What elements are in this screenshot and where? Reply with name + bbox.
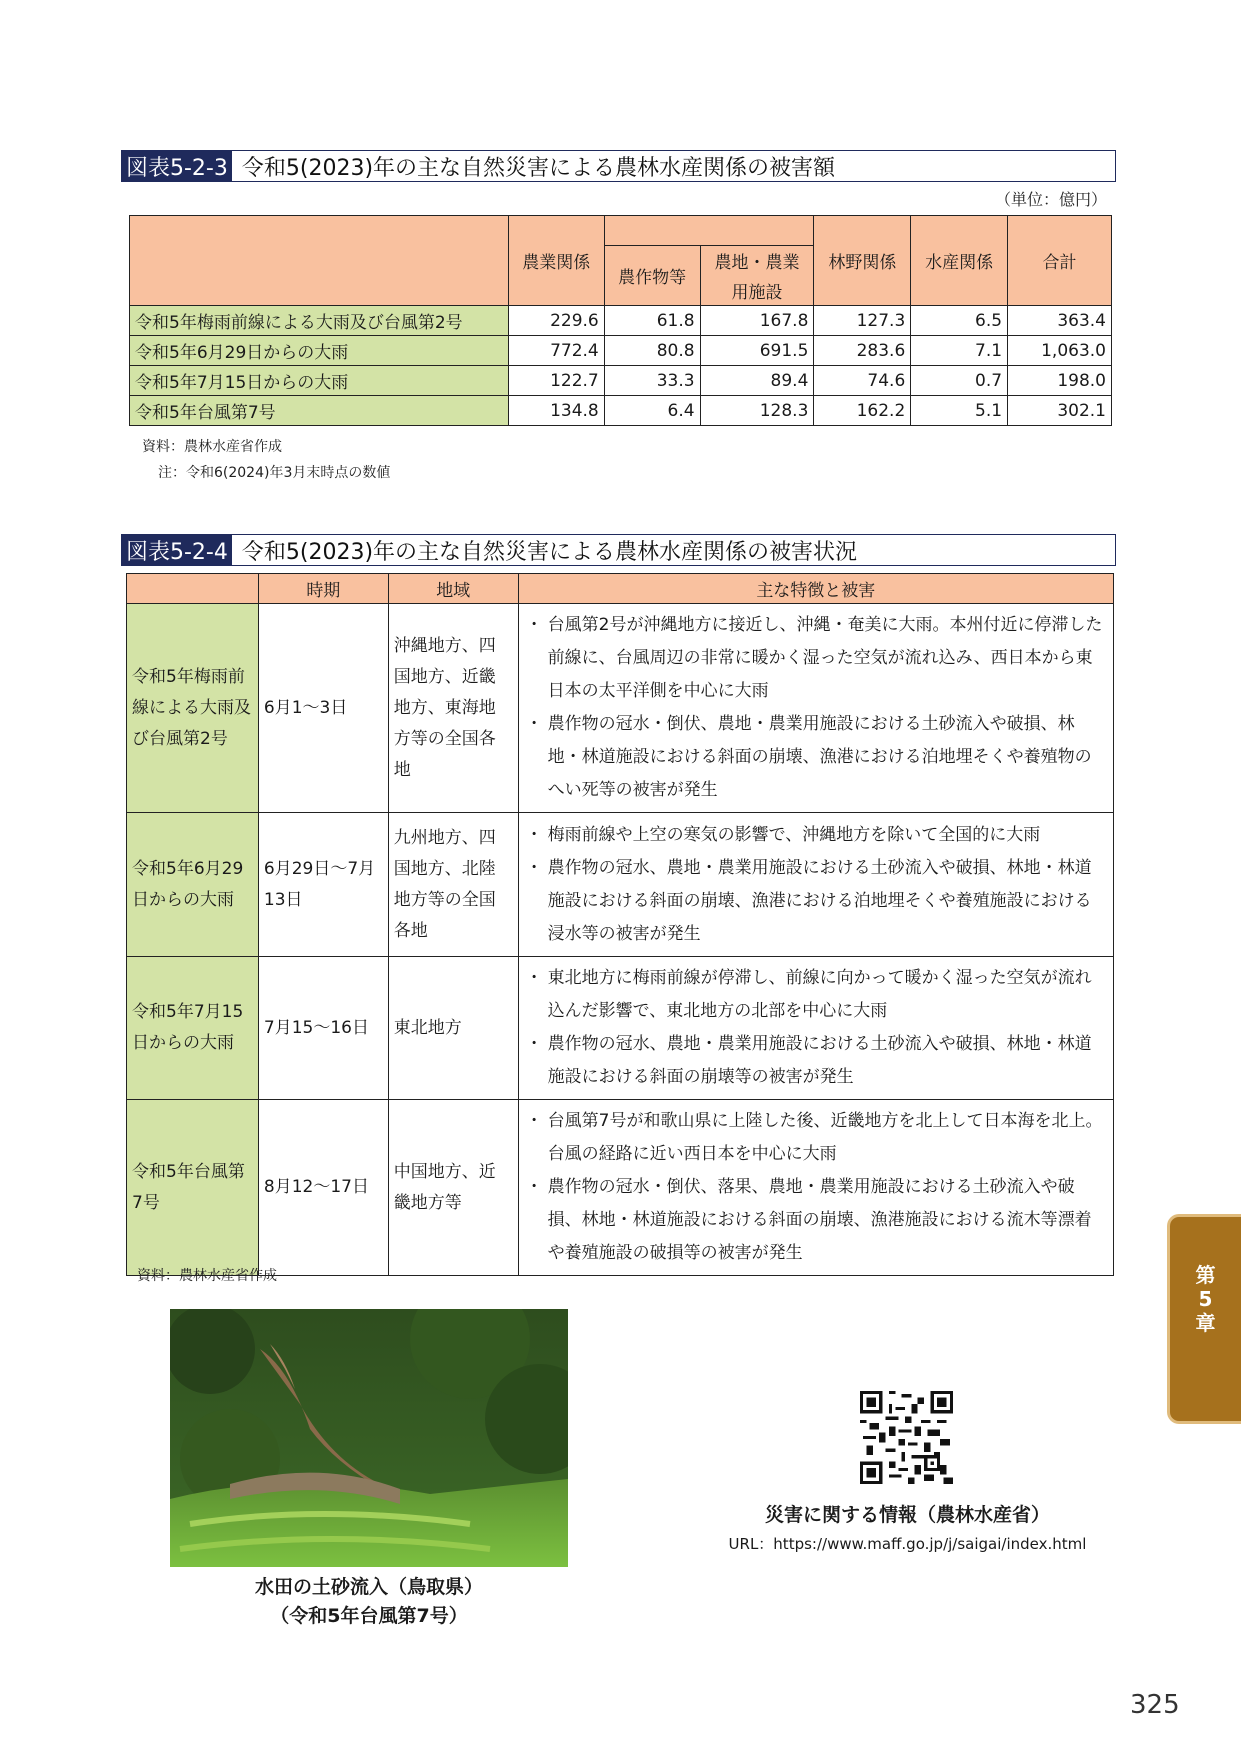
figure1-source: 資料：農林水産省作成 <box>142 439 282 455</box>
photo-caption <box>170 1573 568 1631</box>
row-region: 沖縄地方、四国地方、近畿地方、東海地方等の全国各地 <box>388 604 518 813</box>
list-item: ・ 梅雨前線や上空の寒気の影響で、沖縄地方を除いて全国的に大雨 <box>530 819 1104 852</box>
header-total: 合計 <box>1008 216 1112 306</box>
row-period: 6月29日～7月13日 <box>258 813 388 957</box>
figure1-title: 令和5(2023)年の主な自然災害による農林水産関係の被害額 <box>241 155 836 181</box>
chapter-tab-line2: 5 <box>1198 1287 1213 1311</box>
list-item: ・ 農作物の冠水・倒伏、農地・農業用施設における土砂流入や破損、林地・林道施設における斜面の崩壊、漁港における泊地埋そくや養殖物のへい死等の被害が発生 <box>530 708 1104 807</box>
list-item: ・ 農作物の冠水・倒伏、落果、農地・農業用施設における土砂流入や破損、林地・林道施設における斜面の崩壊、漁港施設における流木等漂着や養殖施設の破損等の被害が発生 <box>530 1171 1104 1270</box>
header-fish: 水産関係 <box>911 216 1008 306</box>
figure1-unit: （単位：億円） <box>994 190 1107 209</box>
figure1-title-bar <box>121 150 1116 182</box>
cell-total: 363.4 <box>1008 306 1112 336</box>
qr-title: 災害に関する情報（農林水産省） <box>764 1504 1050 1526</box>
table1-corner <box>130 216 509 306</box>
landslide-photo <box>170 1309 568 1567</box>
list-item: ・ 台風第7号が和歌山県に上陸した後、近畿地方を北上して日本海を北上。台風の経路に近い西日本を中心に大雨 <box>530 1105 1104 1171</box>
cell-crops: 6.4 <box>604 396 700 426</box>
chapter-tab <box>1167 1214 1241 1424</box>
cell-fish: 5.1 <box>911 396 1008 426</box>
cell-land: 89.4 <box>700 366 814 396</box>
row-region: 東北地方 <box>388 957 518 1100</box>
cell-total: 1,063.0 <box>1008 336 1112 366</box>
cell-fish: 0.7 <box>911 366 1008 396</box>
figure1-note: 注：令和6(2024)年3月末時点の数値 <box>158 465 391 481</box>
figure2-title: 令和5(2023)年の主な自然災害による農林水産関係の被害状況 <box>241 539 858 565</box>
figure1-label: 図表5-2-3 <box>122 151 232 181</box>
header-region: 地域 <box>388 574 518 604</box>
list-item: ・ 農作物の冠水、農地・農業用施設における土砂流入や破損、林地・林道施設における斜面の崩壊等の被害が発生 <box>530 1028 1104 1094</box>
row-name: 令和5年7月15日からの大雨 <box>127 957 259 1100</box>
table-row <box>127 957 1114 1100</box>
photo-caption-line2: （令和5年台風第7号） <box>270 1605 468 1627</box>
cell-fish: 7.1 <box>911 336 1008 366</box>
cell-crops: 80.8 <box>604 336 700 366</box>
list-item: ・ 農作物の冠水、農地・農業用施設における土砂流入や破損、林地・林道施設における斜面の崩壊、漁港における泊地埋そくや養殖施設における浸水等の被害が発生 <box>530 852 1104 951</box>
row-features <box>518 604 1113 813</box>
page-number: 325 <box>1130 1690 1180 1720</box>
figure2-source: 資料：農林水産省作成 <box>137 1268 277 1284</box>
header-features: 主な特徴と被害 <box>518 574 1113 604</box>
cell-total: 198.0 <box>1008 366 1112 396</box>
cell-agri: 134.8 <box>508 396 604 426</box>
qr-url[interactable]: URL：https://www.maff.go.jp/j/saigai/index.html <box>728 1535 1087 1553</box>
row-features <box>518 957 1113 1100</box>
header-land-line2: 用施設 <box>700 276 814 306</box>
cell-crops: 61.8 <box>604 306 700 336</box>
cell-forest: 127.3 <box>814 306 911 336</box>
header-agri-spacer <box>604 216 814 246</box>
cell-forest: 74.6 <box>814 366 911 396</box>
qr-code[interactable] <box>860 1391 953 1484</box>
chapter-tab-line3: 章 <box>1195 1311 1216 1335</box>
table-row <box>130 306 1112 336</box>
row-period: 7月15～16日 <box>258 957 388 1100</box>
row-period: 8月12～17日 <box>258 1100 388 1276</box>
header-agri: 農業関係 <box>508 216 604 306</box>
cell-total: 302.1 <box>1008 396 1112 426</box>
row-features <box>518 1100 1113 1276</box>
table-row <box>127 813 1114 957</box>
qr-code-icon <box>860 1391 953 1484</box>
chapter-tab-line1: 第 <box>1195 1263 1216 1287</box>
cell-fish: 6.5 <box>911 306 1008 336</box>
row-name: 令和5年7月15日からの大雨 <box>130 366 509 396</box>
cell-land: 128.3 <box>700 396 814 426</box>
row-name: 令和5年梅雨前線による大雨及び台風第2号 <box>127 604 259 813</box>
damage-status-table <box>126 573 1114 1276</box>
table-row <box>127 604 1114 813</box>
landslide-photo-image <box>170 1309 568 1567</box>
figure2-label: 図表5-2-4 <box>122 535 232 565</box>
row-name: 令和5年梅雨前線による大雨及び台風第2号 <box>130 306 509 336</box>
figure2-title-bar <box>121 534 1116 566</box>
header-crops: 農作物等 <box>604 246 700 306</box>
photo-caption-line1: 水田の土砂流入（鳥取県） <box>254 1576 483 1598</box>
cell-land: 691.5 <box>700 336 814 366</box>
header-blank <box>127 574 259 604</box>
table-row <box>127 1100 1114 1276</box>
cell-agri: 772.4 <box>508 336 604 366</box>
header-forest: 林野関係 <box>814 216 911 306</box>
cell-land: 167.8 <box>700 306 814 336</box>
cell-agri: 122.7 <box>508 366 604 396</box>
row-name: 令和5年台風第7号 <box>127 1100 259 1276</box>
table-row <box>130 366 1112 396</box>
list-item: ・ 台風第2号が沖縄地方に接近し、沖縄・奄美に大雨。本州付近に停滞した前線に、台風周辺の非常に暖かく湿った空気が流れ込み、西日本から東日本の太平洋側を中心に大雨 <box>530 609 1104 708</box>
row-name: 令和5年台風第7号 <box>130 396 509 426</box>
row-name: 令和5年6月29日からの大雨 <box>130 336 509 366</box>
header-land-line1: 農地・農業 <box>700 246 814 276</box>
list-item: ・ 東北地方に梅雨前線が停滞し、前線に向かって暖かく湿った空気が流れ込んだ影響で、東北地方の北部を中心に大雨 <box>530 962 1104 1028</box>
row-period: 6月1～3日 <box>258 604 388 813</box>
cell-agri: 229.6 <box>508 306 604 336</box>
header-period: 時期 <box>258 574 388 604</box>
row-region: 中国地方、近畿地方等 <box>388 1100 518 1276</box>
row-features <box>518 813 1113 957</box>
cell-crops: 33.3 <box>604 366 700 396</box>
damage-amount-table <box>129 215 1112 426</box>
table-row <box>130 336 1112 366</box>
cell-forest: 283.6 <box>814 336 911 366</box>
cell-forest: 162.2 <box>814 396 911 426</box>
row-name: 令和5年6月29日からの大雨 <box>127 813 259 957</box>
row-region: 九州地方、四国地方、北陸地方等の全国各地 <box>388 813 518 957</box>
table-row <box>130 396 1112 426</box>
